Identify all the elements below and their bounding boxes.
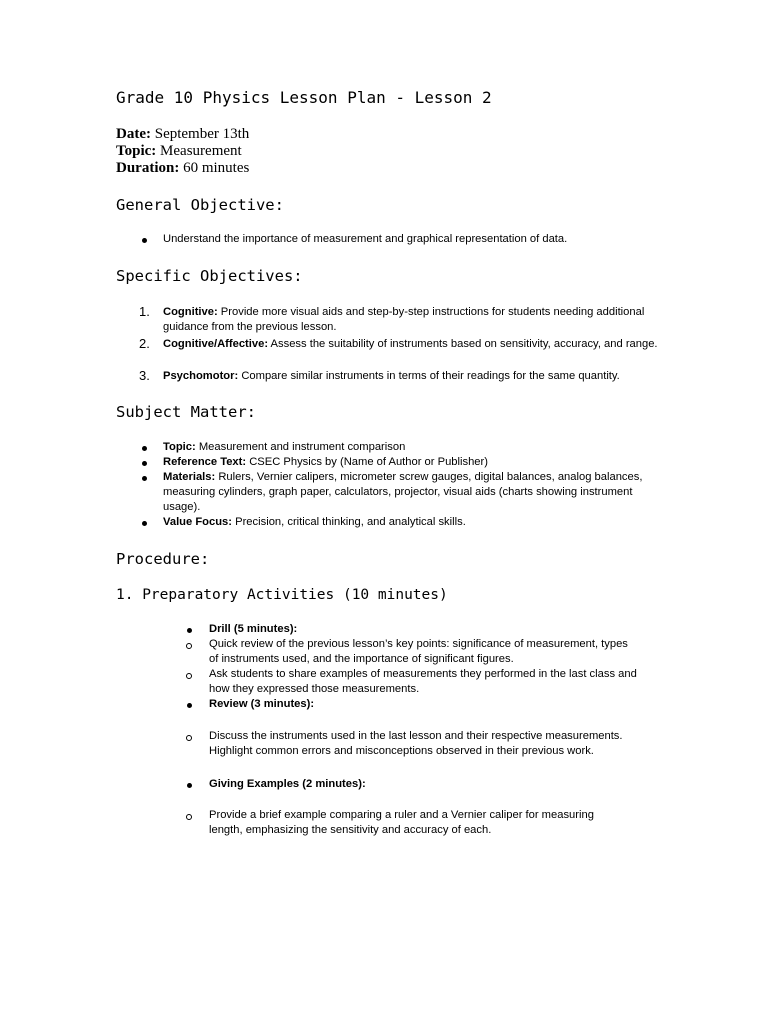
list-number: 3. xyxy=(139,368,150,383)
bullet-icon xyxy=(187,703,192,708)
item-label: Cognitive: xyxy=(163,306,218,318)
preparatory-activities-heading: 1. Preparatory Activities (10 minutes) xyxy=(116,587,448,603)
item-text: Measurement and instrument comparison xyxy=(195,441,406,453)
list-number: 2. xyxy=(139,336,150,351)
review-item: Discuss the instruments used in the last lesson and their respective measurements. Highlight common errors and misconceptions observed in their previous work. xyxy=(209,730,623,757)
sub-bullet-icon xyxy=(186,673,192,679)
subject-matter-item xyxy=(163,470,653,515)
bullet-icon xyxy=(142,476,147,481)
topic-line xyxy=(116,143,242,160)
document-title: Grade 10 Physics Lesson Plan - Lesson 2 xyxy=(116,88,492,107)
sub-bullet-icon xyxy=(186,814,192,820)
item-label: Drill (5 minutes): xyxy=(209,623,298,635)
bullet-icon xyxy=(142,238,147,243)
item-text: Provide more visual aids and step-by-step instructions for students needing additional guidance from the previous lesson. xyxy=(163,306,645,333)
sub-bullet-icon xyxy=(186,735,192,741)
duration-value: 60 minutes xyxy=(179,160,250,176)
subject-matter-item xyxy=(163,455,663,470)
bullet-icon xyxy=(142,446,147,451)
item-text: Compare similar instruments in terms of their readings for the same quantity. xyxy=(238,370,620,382)
sub-bullet-icon xyxy=(186,643,192,649)
general-objective-heading: General Objective: xyxy=(116,196,284,214)
item-label: Reference Text: xyxy=(163,456,247,468)
item-text: Precision, critical thinking, and analytical skills. xyxy=(232,516,466,528)
item-label: Giving Examples (2 minutes): xyxy=(209,778,366,790)
drill-label xyxy=(209,622,659,637)
specific-objectives-heading: Specific Objectives: xyxy=(116,267,303,285)
specific-objective-item xyxy=(163,337,663,352)
date-value: September 13th xyxy=(150,126,250,142)
general-objective-item: Understand the importance of measurement and graphical representation of data. xyxy=(163,233,568,245)
item-label: Review (3 minutes): xyxy=(209,698,315,710)
bullet-icon xyxy=(142,521,147,526)
item-label: Value Focus: xyxy=(163,516,233,528)
subject-matter-heading: Subject Matter: xyxy=(116,403,256,421)
bullet-icon xyxy=(187,628,192,633)
bullet-icon xyxy=(142,461,147,466)
list-number: 1. xyxy=(139,304,150,319)
item-label: Materials: xyxy=(163,471,216,483)
duration-label: Duration: xyxy=(116,160,180,176)
item-label: Topic: xyxy=(163,441,196,453)
specific-objective-item xyxy=(163,369,683,384)
item-label: Cognitive/Affective: xyxy=(163,338,269,350)
review-label xyxy=(209,697,659,712)
procedure-heading: Procedure: xyxy=(116,550,210,568)
drill-item: Quick review of the previous lesson’s key points: significance of measurement, types of instruments used, and the importance of significant figures. xyxy=(209,638,628,665)
item-text: CSEC Physics by (Name of Author or Publisher) xyxy=(246,456,488,468)
topic-value: Measurement xyxy=(156,143,242,159)
subject-matter-item xyxy=(163,515,663,530)
duration-line xyxy=(116,160,249,177)
item-text: Rulers, Vernier calipers, micrometer screw gauges, digital balances, analog balances, measuring cylinders, graph paper, calculators, projector, visual aids (charts showing instrument usage). xyxy=(163,471,643,513)
item-label: Psychomotor: xyxy=(163,370,239,382)
bullet-icon xyxy=(187,783,192,788)
item-text: Assess the suitability of instruments based on sensitivity, accuracy, and range. xyxy=(268,338,658,350)
examples-label xyxy=(209,777,659,792)
date-label: Date: xyxy=(116,126,151,142)
examples-item: Provide a brief example comparing a ruler and a Vernier caliper for measuring length, emphasizing the sensitivity and accuracy of each. xyxy=(209,809,594,836)
drill-item: Ask students to share examples of measurements they performed in the last class and how they expressed those measurements. xyxy=(209,668,637,695)
topic-label: Topic: xyxy=(116,143,157,159)
date-line xyxy=(116,126,249,143)
subject-matter-item xyxy=(163,440,663,455)
specific-objective-item xyxy=(163,305,663,335)
